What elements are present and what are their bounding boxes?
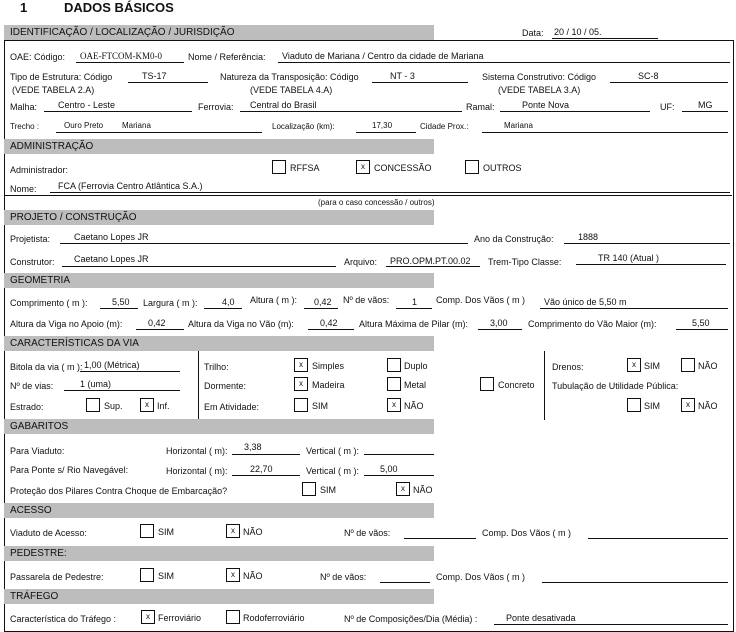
pedestre-comp-vaos-label: Comp. Dos Vãos ( m ) xyxy=(436,572,526,582)
trilho-duplo-label: Duplo xyxy=(404,361,428,371)
ramal-label: Ramal: xyxy=(466,102,495,112)
section-header-geometria: GEOMETRIA xyxy=(4,273,434,288)
ramal-value[interactable]: Ponte Nova xyxy=(522,100,570,110)
structure-type-note: (VEDE TABELA 2.A) xyxy=(12,85,95,95)
passarela-nao-checkbox[interactable]: x xyxy=(226,568,240,582)
arquivo-label: Arquivo: xyxy=(344,257,378,267)
comp-vao-maior-value[interactable]: 5,50 xyxy=(692,318,710,328)
viaduto-horizontal-value[interactable]: 3,38 xyxy=(244,442,262,452)
num-vaos-value[interactable]: 1 xyxy=(412,297,418,307)
ponte-vertical-value[interactable]: 5,00 xyxy=(380,464,398,474)
structure-type-label: Tipo de Estrutura: Código xyxy=(10,72,113,82)
altura-viga-apoio-label: Altura da Viga no Apoio (m): xyxy=(10,319,123,329)
construction-system-value[interactable]: SC-8 xyxy=(638,71,659,81)
altura-value[interactable]: 0,42 xyxy=(314,297,332,307)
section-header-gabaritos: GABARITOS xyxy=(4,419,434,434)
drenos-nao-label: NÃO xyxy=(698,361,718,371)
protecao-nao-label: NÃO xyxy=(413,485,433,495)
estrado-sup-label: Sup. xyxy=(104,401,123,411)
tubulacao-sim-label: SIM xyxy=(644,401,661,411)
transposition-note: (VEDE TABELA 4.A) xyxy=(250,85,333,95)
tubulacao-sim-checkbox[interactable] xyxy=(627,398,641,412)
projetista-label: Projetista: xyxy=(10,234,51,244)
passarela-label: Passarela de Pedestre: xyxy=(10,572,104,582)
passarela-nao-label: NÃO xyxy=(243,571,263,581)
trafego-label: Característica do Tráfego : xyxy=(10,614,117,624)
drenos-sim-label: SIM xyxy=(644,361,661,371)
viaduto-horizontal-label: Horizontal ( m): xyxy=(166,446,228,456)
dormente-metal-checkbox[interactable] xyxy=(387,377,401,391)
malha-value[interactable]: Centro - Leste xyxy=(58,100,116,110)
arquivo-value[interactable]: PRO.OPM.PT.00.02 xyxy=(390,256,471,266)
localizacao-label: Localização (km): xyxy=(272,122,335,131)
tubulacao-label: Tubulação de Utilidade Pública: xyxy=(552,381,679,391)
acesso-comp-vaos-label: Comp. Dos Vãos ( m ) xyxy=(482,528,572,538)
page-title: DADOS BÁSICOS xyxy=(64,0,174,15)
rodoferroviario-label: Rodoferroviário xyxy=(243,613,305,623)
para-ponte-label: Para Ponte s/ Rio Navegável: xyxy=(10,465,129,475)
ferrovia-label: Ferrovia: xyxy=(198,102,234,112)
acesso-sim-label: SIM xyxy=(158,527,175,537)
malha-label: Malha: xyxy=(10,102,38,112)
drenos-sim-checkbox[interactable]: x xyxy=(627,358,641,372)
construtor-label: Construtor: xyxy=(10,257,55,267)
composicoes-label: Nº de Composições/Dia (Média) : xyxy=(344,614,478,624)
viaduto-vertical-label: Vertical ( m ): xyxy=(306,446,360,456)
pedestre-num-vaos-label: Nº de vãos: xyxy=(320,572,367,582)
section-header-projeto: PROJETO / CONSTRUÇÃO xyxy=(4,210,434,225)
passarela-sim-checkbox[interactable] xyxy=(140,568,154,582)
oae-code-label: OAE: Código: xyxy=(10,52,66,62)
altura-viga-vao-label: Altura da Viga no Vão (m): xyxy=(188,319,294,329)
construction-system-label: Sistema Construtivo: Código xyxy=(482,72,597,82)
uf-value[interactable]: MG xyxy=(698,100,713,110)
name-value[interactable]: Viaduto de Mariana / Centro da cidade de Mariana xyxy=(282,51,484,61)
dormente-madeira-checkbox[interactable]: x xyxy=(294,377,308,391)
section-header-caracteristicas-via: CARACTERÍSTICAS DA VIA xyxy=(4,336,434,351)
section-header-acesso: ACESSO xyxy=(4,503,434,518)
projetista-value[interactable]: Caetano Lopes JR xyxy=(74,232,149,242)
oae-code-value[interactable]: OAE-FTCOM-KM0-0 xyxy=(80,51,162,61)
protecao-nao-checkbox[interactable]: x xyxy=(396,482,410,496)
trem-tipo-label: Trem-Tipo Classe: xyxy=(488,257,562,267)
composicoes-value[interactable]: Ponte desativada xyxy=(506,613,576,623)
protecao-pilares-label: Proteção dos Pilares Contra Choque de Embarcação? xyxy=(10,486,228,496)
atividade-label: Em Atividade: xyxy=(204,402,260,412)
rodoferroviario-checkbox[interactable] xyxy=(226,610,240,624)
date-label: Data: xyxy=(522,28,544,38)
ano-label: Ano da Construção: xyxy=(474,234,554,244)
tubulacao-nao-checkbox[interactable]: x xyxy=(681,398,695,412)
rffsa-checkbox[interactable] xyxy=(272,160,286,174)
dormente-concreto-checkbox[interactable] xyxy=(480,377,494,391)
section-number: 1 xyxy=(20,0,28,15)
dormente-metal-label: Metal xyxy=(404,380,427,390)
ponte-vertical-label: Vertical ( m ): xyxy=(306,466,360,476)
construction-system-note: (VEDE TABELA 3.A) xyxy=(498,85,581,95)
acesso-nao-label: NÃO xyxy=(243,527,263,537)
acesso-nao-checkbox[interactable]: x xyxy=(226,524,240,538)
admin-name-value[interactable]: FCA (Ferrovia Centro Atlântica S.A.) xyxy=(58,181,203,191)
trecho-from-value[interactable]: Ouro Preto xyxy=(64,121,104,130)
section-header-administracao: ADMINISTRAÇÃO xyxy=(4,139,434,154)
transposition-label: Natureza da Transposição: Código xyxy=(220,72,359,82)
bitola-value[interactable]: 1,00 (Métrica) xyxy=(84,360,140,370)
altura-pilar-value[interactable]: 3,00 xyxy=(490,318,508,328)
admin-name-label: Nome: xyxy=(10,184,37,194)
passarela-sim-label: SIM xyxy=(158,571,175,581)
ponte-horizontal-label: Horizontal ( m): xyxy=(166,466,228,476)
atividade-nao-checkbox[interactable]: x xyxy=(387,398,401,412)
ferrovia-value[interactable]: Central do Brasil xyxy=(250,100,317,110)
concessao-label: CONCESSÃO xyxy=(374,163,432,173)
comp-vao-maior-label: Comprimento do Vão Maior (m): xyxy=(528,319,657,329)
estrado-sup-checkbox[interactable] xyxy=(86,398,100,412)
trilho-simples-label: Simples xyxy=(312,361,345,371)
structure-type-value[interactable]: TS-17 xyxy=(142,71,167,81)
acesso-num-vaos-label: Nº de vãos: xyxy=(344,528,391,538)
largura-value[interactable]: 4,0 xyxy=(222,297,235,307)
dormente-madeira-label: Madeira xyxy=(312,380,345,390)
acesso-sim-checkbox[interactable] xyxy=(140,524,154,538)
estrado-inf-checkbox[interactable]: x xyxy=(140,398,154,412)
drenos-label: Drenos: xyxy=(552,362,584,372)
altura-label: Altura ( m ): xyxy=(250,295,298,305)
estrado-inf-label: Inf. xyxy=(157,401,170,411)
name-label: Nome / Referência: xyxy=(188,52,266,62)
dormente-label: Dormente: xyxy=(204,381,247,391)
comprimento-value[interactable]: 5,50 xyxy=(112,297,130,307)
para-viaduto-label: Para Viaduto: xyxy=(10,446,65,456)
estrado-label: Estrado: xyxy=(10,402,44,412)
comp-vaos-value[interactable]: Vão único de 5,50 m xyxy=(544,297,627,307)
localizacao-value[interactable]: 17,30 xyxy=(372,121,393,130)
admin-label: Administrador: xyxy=(10,165,69,175)
protecao-sim-checkbox[interactable] xyxy=(302,482,316,496)
num-vaos-label: Nº de vãos: xyxy=(343,295,390,305)
altura-viga-vao-value[interactable]: 0,42 xyxy=(320,318,338,328)
ano-value[interactable]: 1888 xyxy=(578,232,599,242)
section-header-identificacao: IDENTIFICAÇÃO / LOCALIZAÇÃO / JURISDIÇÃO xyxy=(4,25,434,40)
tubulacao-nao-label: NÃO xyxy=(698,401,718,411)
admin-note: (para o caso concessão / outros) xyxy=(318,198,435,207)
concessao-checkbox[interactable]: x xyxy=(356,160,370,174)
transposition-value[interactable]: NT - 3 xyxy=(390,71,415,81)
cidade-value[interactable]: Mariana xyxy=(504,121,533,130)
trecho-label: Trecho : xyxy=(10,122,40,131)
date-value[interactable]: 20 / 10 / 05. xyxy=(554,27,602,37)
trilho-simples-checkbox[interactable]: x xyxy=(294,358,308,372)
uf-label: UF: xyxy=(660,102,675,112)
section-header-trafego: TRÁFEGO xyxy=(4,589,434,604)
protecao-sim-label: SIM xyxy=(320,485,337,495)
trem-tipo-value[interactable]: TR 140 (Atual ) xyxy=(598,253,660,263)
viaduto-acesso-label: Viaduto de Acesso: xyxy=(10,528,87,538)
num-vias-value[interactable]: 1 (uma) xyxy=(80,379,112,389)
dormente-concreto-label: Concreto xyxy=(498,380,535,390)
trilho-label: Trilho: xyxy=(204,362,229,372)
ponte-horizontal-value[interactable]: 22,70 xyxy=(250,464,273,474)
ferroviario-checkbox[interactable]: x xyxy=(141,610,155,624)
construtor-value[interactable]: Caetano Lopes JR xyxy=(74,254,149,264)
comp-vaos-label: Comp. Dos Vãos ( m ) xyxy=(436,295,526,305)
trecho-to-value[interactable]: Mariana xyxy=(122,121,151,130)
atividade-nao-label: NÃO xyxy=(404,401,424,411)
bitola-label: Bitola da via ( m ): xyxy=(10,362,83,372)
largura-label: Largura ( m ): xyxy=(143,298,198,308)
cidade-label: Cidade Prox.: xyxy=(420,122,469,131)
drenos-nao-checkbox[interactable] xyxy=(681,358,695,372)
comprimento-label: Comprimento ( m ): xyxy=(10,298,88,308)
section-header-pedestre: PEDESTRE: xyxy=(4,546,434,561)
outros-checkbox[interactable] xyxy=(465,160,479,174)
atividade-sim-label: SIM xyxy=(312,401,329,411)
atividade-sim-checkbox[interactable] xyxy=(294,398,308,412)
trilho-duplo-checkbox[interactable] xyxy=(387,358,401,372)
outros-label: OUTROS xyxy=(483,163,522,173)
altura-viga-apoio-value[interactable]: 0,42 xyxy=(148,318,166,328)
altura-pilar-label: Altura Máxima de Pilar (m): xyxy=(359,319,469,329)
rffsa-label: RFFSA xyxy=(290,163,320,173)
ferroviario-label: Ferroviário xyxy=(158,613,202,623)
num-vias-label: Nº de vias: xyxy=(10,381,54,391)
